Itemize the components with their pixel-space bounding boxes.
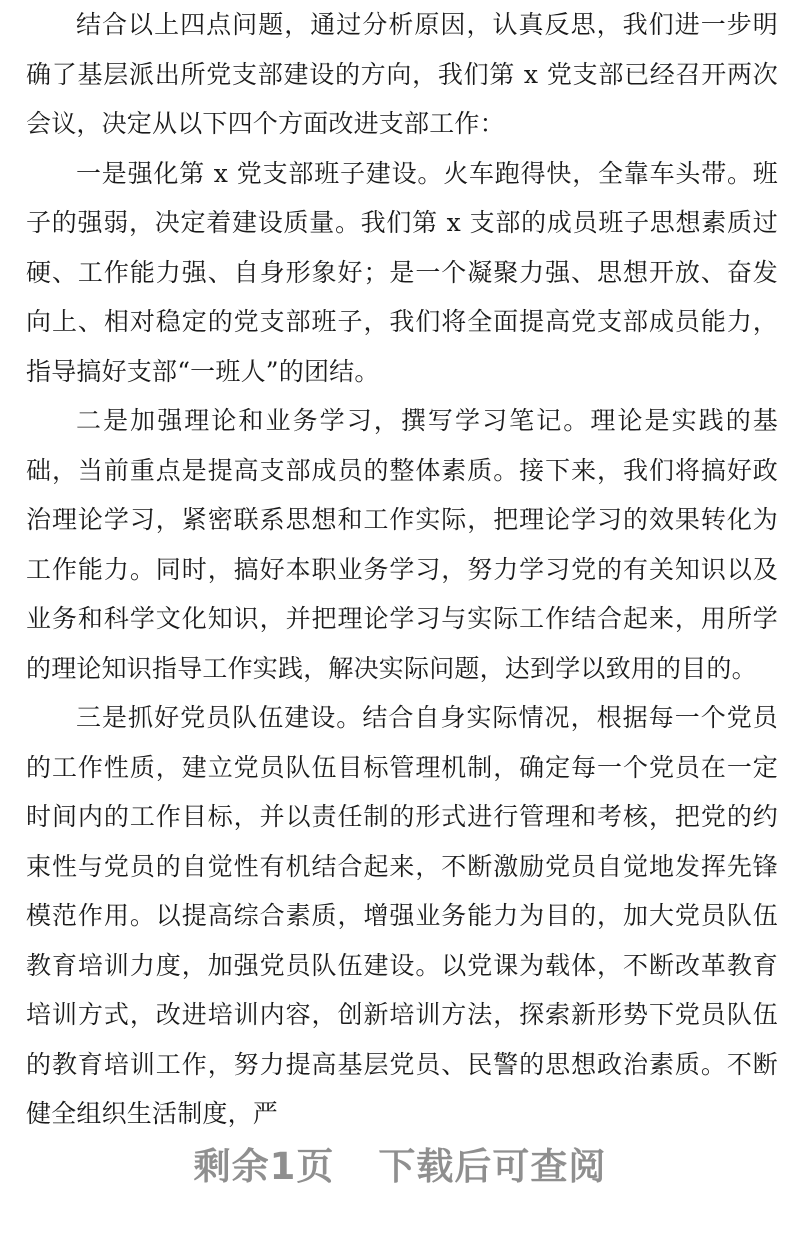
download-prompt-banner[interactable]: [0, 1136, 800, 1206]
document-body: [26, 0, 778, 1128]
paragraph-intro: 结合以上四点问题，通过分析原因，认真反思，我们进一步明确了基层派出所党支部建设的方向，我们第 x 党支部已经召开两次会议，决定从以下四个方面改进支部工作：: [26, 10, 778, 138]
paragraph-point-three: 三是抓好党员队伍建设。结合自身实际情况，根据每一个党员的工作性质，建立党员队伍目标管理机制，确定每一个党员在一定时间内的工作目标，并以责任制的形式进行管理和考核，把党的约束性与党员的自觉性有机结合起来，不断激励党员自觉地发挥先锋模范作用。以提高综合素质，增强业务能力为目的，加大党员队伍教育培训力度，加强党员队伍建设。以党课为载体，不断改革教育培训方式，改进培训内容，创新培训方法，探索新形势下党员队伍的教育培训工作，努力提高基层党员、民警的思想政治素质。不断健全组织生活制度，严: [26, 703, 778, 1128]
remaining-pages-text: 剩余1页: [193, 1145, 335, 1188]
paragraph-point-one: 一是强化第 x 党支部班子建设。火车跑得快，全靠车头带。班子的强弱，决定着建设质量。我们第 x 支部的成员班子思想素质过硬、工作能力强、自身形象好；是一个凝聚力强、思想开放、奋发向上、相对稳定的党支部班子，我们将全面提高党支部成员能力，指导搞好支部“一班人”的团结。: [26, 158, 778, 386]
paragraph-point-two: 二是加强理论和业务学习，撰写学习笔记。理论是实践的基础，当前重点是提高支部成员的整体素质。接下来，我们将搞好政治理论学习，紧密联系思想和工作实际，把理论学习的效果转化为工作能力。同时，搞好本职业务学习，努力学习党的有关知识以及业务和科学文化知识，并把理论学习与实际工作结合起来，用所学的理论知识指导工作实践，解决实际问题，达到学以致用的目的。: [26, 406, 778, 683]
download-to-view-text: 下载后可查阅: [378, 1145, 607, 1188]
